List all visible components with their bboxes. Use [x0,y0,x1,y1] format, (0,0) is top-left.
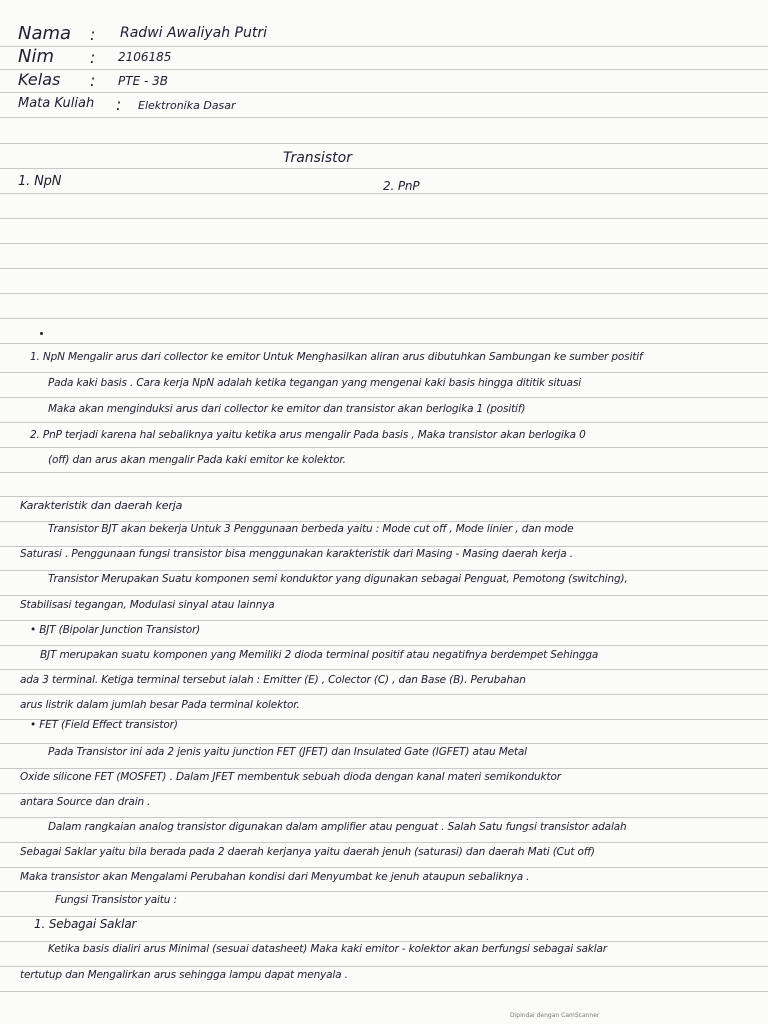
kelas-separator: : [90,71,96,90]
rule-line [0,991,768,992]
rule-line [0,343,768,344]
rule-line [0,694,768,695]
scanner-watermark: Dipindai dengan CamScanner [510,1012,600,1019]
stray-dot [40,332,43,335]
rule-line [0,669,768,670]
saklar-line-2: tertutup dan Mengalirkan arus sehingga lampu dapat menyala . [20,969,348,981]
rule-line [0,218,768,219]
rule-line [0,117,768,118]
rule-line [0,941,768,942]
rule-line [0,620,768,621]
kelas-label: Kelas [18,70,61,89]
rule-line [0,318,768,319]
type-npn: 1. NpN [18,174,62,189]
rule-line [0,966,768,967]
rule-line [0,546,768,547]
bjt-line-3: arus listrik dalam jumlah besar Pada terminal kolektor. [20,699,300,711]
pnp-line-1: 2. PnP terjadi karena hal sebaliknya yaitu ketika arus mengalir Pada basis , Maka transistor akan berlogika 0 [30,429,586,441]
nim-separator: : [90,48,96,67]
kelas-value: PTE - 3B [118,74,168,88]
analog-line-1: Dalam rangkaian analog transistor digunakan dalam amplifier atau penguat . Salah Satu fungsi transistor adalah [48,821,627,833]
saklar-heading: 1. Sebagai Saklar [34,917,137,931]
rule-line [0,447,768,448]
fungsi-heading: Fungsi Transistor yaitu : [55,894,177,906]
nim-value: 2106185 [118,50,172,64]
nama-value: Radwi Awaliyah Putri [120,25,268,41]
rule-line [0,867,768,868]
rule-line [0,143,768,144]
rule-line [0,496,768,497]
karakteristik-heading: Karakteristik dan daerah kerja [20,499,183,512]
npn-line-2: Pada kaki basis . Cara kerja NpN adalah ketika tegangan yang mengenai kaki basis hingga dititik situasi [48,377,582,389]
karakteristik-line-1: Transistor BJT akan bekerja Untuk 3 Penggunaan berbeda yaitu : Mode cut off , Mode linier , dan mode [48,523,574,535]
rule-line [0,570,768,571]
rule-line [0,645,768,646]
matkul-label: Mata Kuliah [18,96,95,111]
rule-line [0,372,768,373]
npn-line-1: 1. NpN Mengalir arus dari collector ke emitor Untuk Menghasilkan aliran arus dibutuhkan Sambungan ke sumber positif [30,351,643,363]
karakteristik-line-3: Transistor Merupakan Suatu komponen semi konduktor yang digunakan sebagai Penguat, Pemotong (switching), [48,573,628,585]
rule-line [0,46,768,47]
rule-line [0,268,768,269]
page-title: Transistor [283,150,352,166]
bjt-heading: • BJT (Bipolar Junction Transistor) [30,624,201,636]
rule-line [0,243,768,244]
rule-line [0,193,768,194]
fet-line-2: Oxide silicone FET (MOSFET) . Dalam JFET membentuk sebuah dioda dengan kanal materi semikonduktor [20,771,561,783]
rule-line [0,293,768,294]
fet-line-3: antara Source dan drain . [20,796,151,808]
pnp-line-2: (off) dan arus akan mengalir Pada kaki emitor ke kolektor. [48,454,346,466]
karakteristik-line-4: Stabilisasi tegangan, Modulasi sinyal atau lainnya [20,599,275,611]
nama-label: Nama [18,23,72,44]
rule-line [0,422,768,423]
rule-line [0,842,768,843]
rule-line [0,768,768,769]
rule-line [0,472,768,473]
fet-heading: • FET (Field Effect transistor) [30,719,178,731]
rule-line [0,521,768,522]
rule-line [0,92,768,93]
karakteristik-line-2: Saturasi . Penggunaan fungsi transistor bisa menggunakan karakteristik dari Masing - Masing daerah kerja . [20,548,573,560]
analog-line-3: Maka transistor akan Mengalami Perubahan kondisi dari Menyumbat ke jenuh ataupun sebaliknya . [20,871,530,883]
matkul-value: Elektronika Dasar [138,99,236,112]
rule-line [0,168,768,169]
nim-label: Nim [18,46,54,67]
rule-line [0,817,768,818]
matkul-separator: : [116,95,122,114]
rule-line [0,793,768,794]
saklar-line-1: Ketika basis dialiri arus Minimal (sesuai datasheet) Maka kaki emitor - kolektor akan berfungsi sebagai saklar [48,943,607,955]
nama-separator: : [90,25,96,44]
npn-line-3: Maka akan menginduksi arus dari collector ke emitor dan transistor akan berlogika 1 (positif) [48,403,526,415]
bjt-line-1: BJT merupakan suatu komponen yang Memiliki 2 dioda terminal positif atau negatifnya berdempet Sehingga [40,649,599,661]
rule-line [0,595,768,596]
rule-line [0,743,768,744]
rule-line [0,891,768,892]
type-pnp: 2. PnP [383,179,420,193]
fet-line-1: Pada Transistor ini ada 2 jenis yaitu junction FET (JFET) dan Insulated Gate (IGFET) atau Metal [48,746,527,758]
rule-line [0,397,768,398]
analog-line-2: Sebagai Saklar yaitu bila berada pada 2 daerah kerjanya yaitu daerah jenuh (saturasi) dan daerah Mati (Cut off) [20,846,595,858]
rule-line [0,69,768,70]
bjt-line-2: ada 3 terminal. Ketiga terminal tersebut ialah : Emitter (E) , Colector (C) , dan Base (B). Perubahan [20,674,526,686]
